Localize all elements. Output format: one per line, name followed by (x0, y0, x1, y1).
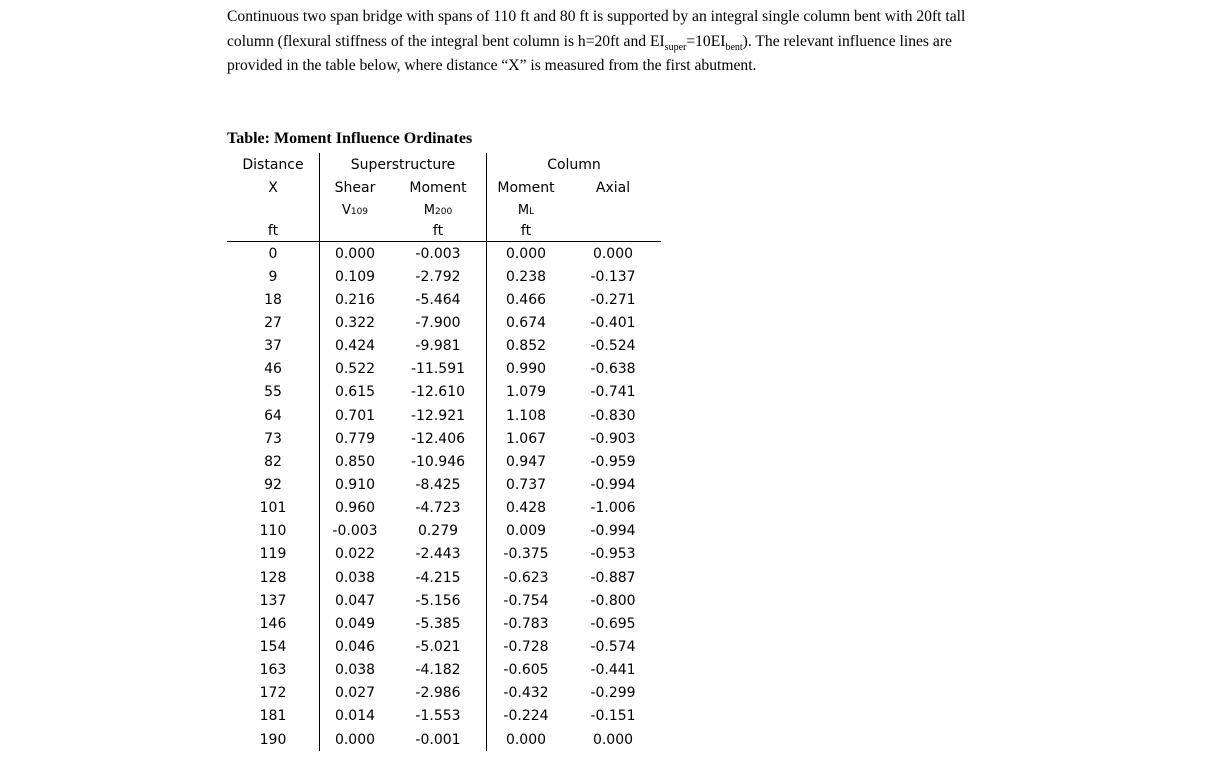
table-row (227, 589, 661, 612)
cell-moment: -4.182 (415, 662, 461, 679)
cell-moment: 0.279 (417, 523, 459, 540)
cell-distance: 172 (259, 685, 287, 702)
table-title: Table: Moment Influence Ordinates (227, 130, 473, 147)
cell-axial: -0.959 (590, 453, 636, 470)
table-row (227, 381, 661, 404)
cell-moment: -1.553 (415, 708, 461, 725)
cell-shear: 0.047 (320, 589, 391, 612)
cell-distance: 64 (264, 407, 282, 424)
cell-axial: -0.830 (590, 407, 636, 424)
table-row (227, 242, 661, 266)
cell-shear: 0.049 (320, 612, 391, 635)
cell-moment: -4.215 (415, 569, 461, 586)
cell-axial: -0.574 (590, 638, 636, 655)
cell-column-moment: 0.990 (487, 358, 566, 381)
cell-axial: -0.903 (590, 430, 636, 447)
table-row (227, 566, 661, 589)
table-header (227, 153, 661, 242)
cell-column-moment: 0.428 (487, 497, 566, 520)
cell-shear: 0.701 (320, 404, 391, 427)
cell-moment: -11.591 (410, 361, 466, 378)
cell-moment: -2.792 (415, 268, 461, 285)
cell-distance: 154 (259, 638, 287, 655)
cell-moment: -2.443 (415, 546, 461, 563)
statement-text-1: Continuous two span bridge with spans of 110 ft and 80 ft is supported by an integral single column bent with 20ft tall column (flexural stiffness of the integral bent column is h=20ft and EI (227, 8, 966, 50)
cell-column-moment: 0.947 (487, 450, 566, 473)
cell-moment: -7.900 (415, 314, 461, 331)
m-symbol: M (423, 202, 436, 218)
cell-axial: -0.441 (590, 662, 636, 679)
cell-axial: -0.638 (590, 361, 636, 378)
cell-distance: 55 (264, 384, 282, 401)
cell-column-moment: 0.238 (487, 265, 566, 288)
header-distance: Distance (242, 156, 304, 173)
header-ml (487, 199, 566, 221)
cell-shear: 0.960 (320, 497, 391, 520)
cell-column-moment: 0.852 (487, 335, 566, 358)
cell-moment: -5.021 (415, 638, 461, 655)
cell-column-moment: -0.623 (487, 566, 566, 589)
header-superstructure: Superstructure (320, 153, 487, 176)
m-subscript: 200 (435, 206, 453, 217)
cell-axial: -0.401 (590, 314, 636, 331)
table-row (227, 311, 661, 334)
cell-moment: -12.610 (410, 384, 466, 401)
cell-distance: 190 (259, 731, 287, 748)
cell-axial: -0.299 (590, 685, 636, 702)
header-unit-shear (320, 221, 391, 242)
header-m200 (390, 199, 487, 221)
cell-column-moment: -0.728 (487, 635, 566, 658)
cell-column-moment: 0.674 (487, 311, 566, 334)
header-unit-axial (565, 221, 661, 242)
header-unit-moment: ft (390, 221, 487, 242)
statement-subscript-super: super (664, 41, 687, 53)
cell-column-moment: -0.754 (487, 589, 566, 612)
cell-distance: 163 (259, 662, 287, 679)
v-symbol: V (341, 202, 351, 218)
statement-text-3: ). The relevant influence lines are provided in the table below, where distance “X” is measured from the first abutment. (227, 32, 952, 74)
cell-axial: -0.800 (590, 592, 636, 609)
header-moment: Moment (409, 179, 467, 196)
cell-column-moment: 1.067 (487, 427, 566, 450)
header-column-moment: Moment (487, 176, 566, 199)
cell-distance: 46 (264, 361, 282, 378)
table-row (227, 520, 661, 543)
cell-axial: -0.994 (590, 523, 636, 540)
cell-distance: 92 (264, 476, 282, 493)
cell-moment: -12.921 (410, 407, 466, 424)
cell-column-moment: -0.605 (487, 659, 566, 682)
cell-distance: 146 (259, 615, 287, 632)
cell-moment: -12.406 (410, 430, 466, 447)
cell-axial: -0.994 (590, 476, 636, 493)
table-row (227, 450, 661, 473)
header-v109 (320, 199, 391, 221)
table-row (227, 728, 661, 751)
table-row (227, 682, 661, 705)
cell-shear: 0.000 (320, 242, 391, 266)
cell-shear: 0.615 (320, 381, 391, 404)
cell-shear: 0.424 (320, 335, 391, 358)
cell-shear: -0.003 (320, 520, 391, 543)
cell-axial: -0.524 (590, 338, 636, 355)
header-unit-column-moment: ft (487, 221, 566, 242)
table-row (227, 635, 661, 658)
table-row (227, 265, 661, 288)
cell-shear: 0.046 (320, 635, 391, 658)
cell-shear: 0.910 (320, 473, 391, 496)
cell-shear: 0.038 (320, 659, 391, 682)
header-blank-axial (565, 199, 661, 221)
cell-column-moment: 0.466 (487, 288, 566, 311)
cell-moment: -5.156 (415, 592, 461, 609)
cell-shear: 0.216 (320, 288, 391, 311)
cell-axial: -0.887 (590, 569, 636, 586)
cell-distance: 119 (259, 546, 287, 563)
header-shear: Shear (320, 176, 391, 199)
header-x: X (268, 179, 278, 196)
cell-column-moment: 1.108 (487, 404, 566, 427)
cell-distance: 9 (268, 268, 278, 285)
cell-distance: 128 (259, 569, 287, 586)
cell-distance: 110 (259, 523, 287, 540)
cell-shear: 0.109 (320, 265, 391, 288)
cell-shear: 0.014 (320, 705, 391, 728)
header-axial: Axial (595, 179, 631, 196)
cell-distance: 18 (264, 291, 282, 308)
cell-column-moment: 0.009 (487, 520, 566, 543)
table-row (227, 705, 661, 728)
cell-moment: -0.003 (415, 245, 461, 262)
cell-shear: 0.850 (320, 450, 391, 473)
header-unit-distance: ft (227, 221, 320, 242)
cell-axial: -0.695 (590, 615, 636, 632)
cell-distance: 73 (264, 430, 282, 447)
cell-moment: -10.946 (410, 453, 466, 470)
header-column: Column (487, 153, 662, 176)
statement-subscript-bent: bent (725, 41, 743, 53)
cell-distance: 137 (259, 592, 287, 609)
cell-moment: -5.464 (415, 291, 461, 308)
table-row (227, 358, 661, 381)
influence-table (227, 153, 661, 751)
cell-column-moment: -0.375 (487, 543, 566, 566)
v-subscript: 109 (350, 206, 369, 217)
cell-axial: -0.137 (590, 268, 636, 285)
cell-column-moment: 0.000 (487, 728, 566, 751)
cell-column-moment: -0.783 (487, 612, 566, 635)
cell-column-moment: -0.224 (487, 705, 566, 728)
cell-shear: 0.022 (320, 543, 391, 566)
table-row (227, 659, 661, 682)
cell-moment: -4.723 (415, 500, 461, 517)
problem-statement (227, 5, 1002, 79)
cell-column-moment: 1.079 (487, 381, 566, 404)
cell-moment: -5.385 (415, 615, 461, 632)
table-row (227, 427, 661, 450)
cell-distance: 181 (259, 708, 287, 725)
cell-shear: 0.779 (320, 427, 391, 450)
statement-text-2: =10EI (686, 32, 726, 50)
ml-symbol: M (517, 202, 530, 218)
cell-distance: 27 (264, 314, 282, 331)
table-row (227, 543, 661, 566)
cell-axial: 0.000 (592, 245, 634, 262)
cell-axial: -1.006 (590, 500, 636, 517)
cell-shear: 0.322 (320, 311, 391, 334)
cell-axial: -0.271 (590, 291, 636, 308)
cell-moment: -8.425 (415, 476, 461, 493)
cell-shear: 0.000 (320, 728, 391, 751)
cell-column-moment: 0.000 (487, 242, 566, 266)
cell-distance: 82 (264, 453, 282, 470)
cell-shear: 0.038 (320, 566, 391, 589)
header-blank (227, 199, 320, 221)
table-row (227, 497, 661, 520)
cell-axial: -0.151 (590, 708, 636, 725)
cell-column-moment: 0.737 (487, 473, 566, 496)
cell-distance: 0 (268, 245, 278, 262)
table-row (227, 335, 661, 358)
cell-shear: 0.027 (320, 682, 391, 705)
table-row (227, 473, 661, 496)
cell-moment: -9.981 (415, 338, 461, 355)
cell-column-moment: -0.432 (487, 682, 566, 705)
cell-axial: 0.000 (592, 731, 634, 748)
cell-distance: 101 (259, 500, 287, 517)
cell-moment: -0.001 (415, 731, 461, 748)
cell-distance: 37 (264, 338, 282, 355)
table-row (227, 404, 661, 427)
cell-moment: -2.986 (415, 685, 461, 702)
table-row (227, 288, 661, 311)
cell-shear: 0.522 (320, 358, 391, 381)
table-row (227, 612, 661, 635)
cell-axial: -0.741 (590, 384, 636, 401)
cell-axial: -0.953 (590, 546, 636, 563)
table-body (227, 242, 661, 752)
ml-subscript: L (529, 206, 535, 217)
